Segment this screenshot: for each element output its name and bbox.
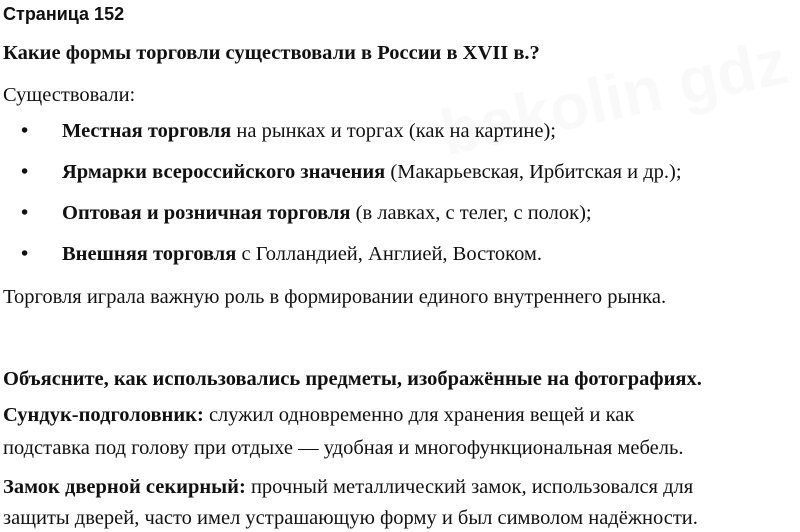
list-item xyxy=(0,200,682,241)
list-item xyxy=(0,159,682,200)
item-chest-line1 xyxy=(3,402,634,428)
item-lock-line2: защиты дверей, часто имел устрашающую форму и был символом надёжности. xyxy=(3,507,698,529)
list-item xyxy=(0,118,682,159)
list-item-term: Местная торговля xyxy=(62,120,232,142)
bullet-icon: • xyxy=(21,202,29,224)
item-term: Замок дверной секирный: xyxy=(3,476,246,498)
list-item-term: Внешняя торговля xyxy=(62,243,237,265)
list-item-term: Ярмарки всероссийского значения xyxy=(62,161,386,183)
bullet-icon: • xyxy=(21,120,29,142)
bullet-icon: • xyxy=(21,161,29,183)
item-chest-line2: подставка под голову при отдыхе — удобная и многофункциональная мебель. xyxy=(3,437,684,459)
bullet-icon: • xyxy=(21,243,29,265)
page-number: Страница 152 xyxy=(3,4,125,24)
item-text: служил одновременно для хранения вещей и как xyxy=(203,404,635,426)
answer-conclusion: Торговля играла важную роль в формировании единого внутреннего рынка. xyxy=(3,286,667,308)
list-item-text: на рынках и торгах (как на картине); xyxy=(231,120,556,142)
question-trade-forms: Какие формы торговли существовали в России в XVII в.? xyxy=(3,42,540,64)
list-item xyxy=(0,241,682,282)
item-text: прочный металлический замок, использовался для xyxy=(245,476,694,498)
item-lock-line1 xyxy=(3,474,693,500)
list-item-text: с Голландией, Англией, Востоком. xyxy=(236,243,543,265)
question-photo-items: Объясните, как использовались предметы, изображённые на фотографиях. xyxy=(3,368,702,390)
item-term: Сундук-подголовник: xyxy=(3,404,204,426)
trade-forms-list xyxy=(0,118,682,282)
list-item-term: Оптовая и розничная торговля xyxy=(62,202,351,224)
list-item-text: (Макарьевская, Ирбитская и др.); xyxy=(385,161,682,183)
answer-intro: Существовали: xyxy=(3,84,136,106)
list-item-text: (в лавках, с телег, с полок); xyxy=(350,202,592,224)
